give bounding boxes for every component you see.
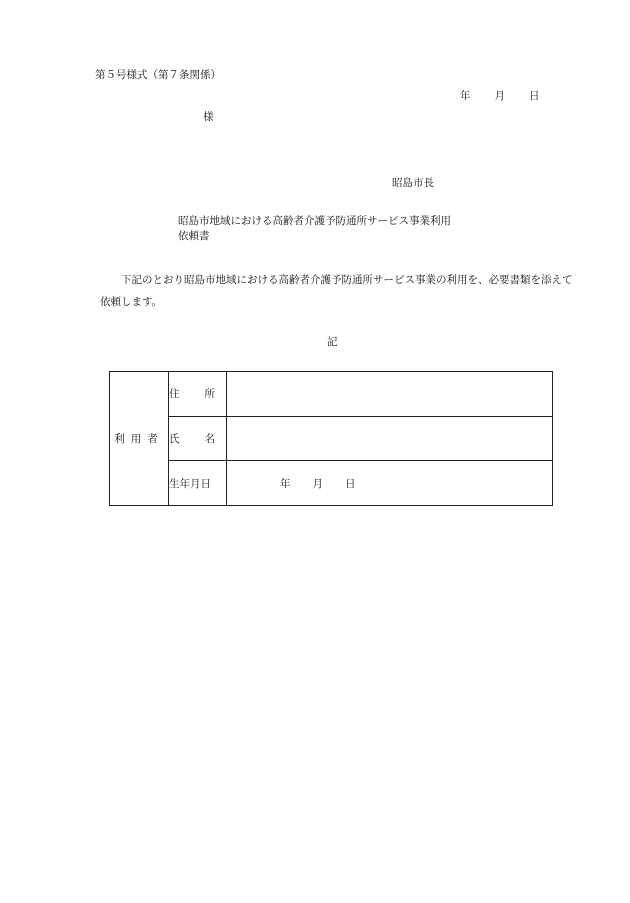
body-paragraph-text: 下記のとおり昭島市地域における高齢者介護予防通所サービス事業の利用を、必要書類を添えて依頼します。 — [100, 274, 573, 308]
document-title-line1: 昭島市地域における高齢者介護予防通所サービス事業利用 — [178, 215, 451, 227]
dob-field[interactable] — [227, 461, 553, 506]
user-info-table — [109, 371, 553, 506]
dob-month-label: 月 — [312, 477, 323, 490]
body-paragraph — [100, 269, 575, 313]
dob-label: 生年月日 — [169, 461, 227, 506]
document-title-line2: 依頼書 — [178, 230, 210, 242]
dob-day-label: 日 — [345, 477, 356, 490]
addressee-suffix: 様 — [203, 111, 214, 123]
name-label-char1: 氏 — [169, 432, 180, 445]
date-year-label: 年 — [460, 90, 471, 102]
ki-heading: 記 — [327, 336, 338, 348]
name-field[interactable] — [227, 416, 553, 461]
issuer-name: 昭島市長 — [392, 177, 434, 189]
user-group-label: 利用者 — [110, 372, 169, 506]
date-day-label: 日 — [529, 90, 540, 102]
address-label-char1: 住 — [169, 388, 180, 401]
date-month-label: 月 — [494, 90, 505, 102]
dob-year-label: 年 — [280, 477, 291, 490]
name-label-char2: 名 — [204, 432, 215, 445]
document-title — [178, 214, 451, 244]
address-label-char2: 所 — [204, 388, 215, 401]
name-label — [169, 416, 227, 461]
table-row-dob — [110, 461, 553, 506]
address-label — [169, 372, 227, 417]
address-field[interactable] — [227, 372, 553, 417]
form-number: 第５号様式（第７条関係） — [95, 69, 221, 81]
table-row-name — [110, 416, 553, 461]
date-line — [460, 88, 540, 103]
table-row-address — [110, 372, 553, 417]
